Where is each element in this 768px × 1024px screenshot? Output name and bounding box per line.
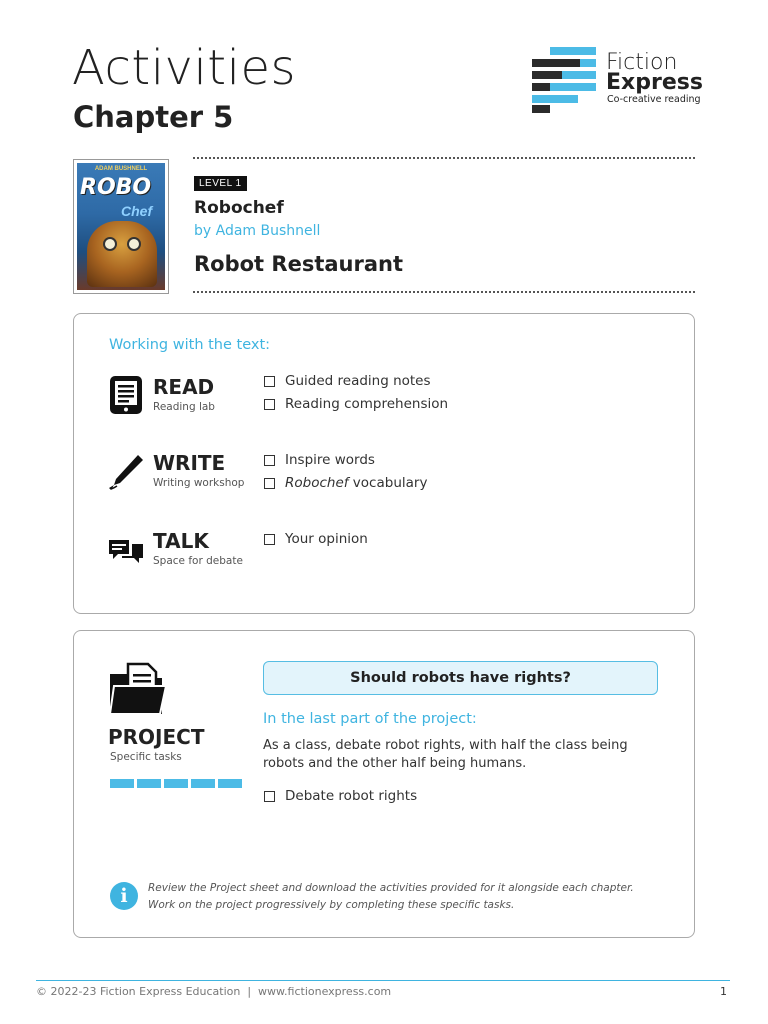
cover-title: ROBO xyxy=(80,175,152,200)
robot-illustration xyxy=(87,221,157,287)
project-label: PROJECT xyxy=(108,725,205,749)
book-cover xyxy=(73,159,169,294)
footer-copyright: © 2022-23 Fiction Express Education | www.fictionexpress.com xyxy=(36,985,392,998)
tablet-icon xyxy=(108,375,144,415)
working-heading: Working with the text: xyxy=(109,337,271,353)
footer-divider xyxy=(36,980,730,981)
talk-sublabel: Space for debate xyxy=(153,555,243,567)
pencil-icon xyxy=(108,452,144,492)
chapter-name: Robot Restaurant xyxy=(194,252,403,276)
write-label: WRITE xyxy=(153,451,226,475)
logo-text-express: Express xyxy=(606,70,703,95)
task-inspire-words[interactable]: Inspire words xyxy=(264,452,375,468)
chapter-heading: Chapter 5 xyxy=(73,100,234,134)
folder-icon xyxy=(108,660,168,718)
logo-text-fiction: Fiction xyxy=(606,50,678,75)
read-label: READ xyxy=(153,375,215,399)
checkbox[interactable] xyxy=(264,376,275,387)
task-debate-robot-rights[interactable]: Debate robot rights xyxy=(264,788,417,804)
robot-eye-icon xyxy=(103,237,117,251)
project-progress xyxy=(110,779,242,788)
checkbox[interactable] xyxy=(264,791,275,802)
info-icon: i xyxy=(110,882,138,910)
progress-segment xyxy=(110,779,134,788)
robot-eye-icon xyxy=(127,237,141,251)
project-heading: In the last part of the project: xyxy=(263,711,477,727)
logo-tagline: Co-creative reading xyxy=(607,94,701,105)
project-question: Should robots have rights? xyxy=(263,661,658,695)
level-badge: LEVEL 1 xyxy=(194,176,247,191)
checkbox[interactable] xyxy=(264,455,275,466)
write-sublabel: Writing workshop xyxy=(153,477,245,489)
book-title: Robochef xyxy=(194,198,284,218)
dotted-divider xyxy=(193,157,695,159)
page-number: 1 xyxy=(720,985,727,998)
progress-segment xyxy=(137,779,161,788)
talk-label: TALK xyxy=(153,529,209,553)
project-description: As a class, debate robot rights, with half the class being robots and the other half being humans. xyxy=(263,738,628,771)
speech-bubbles-icon xyxy=(108,532,144,572)
logo-bars-icon xyxy=(532,47,598,115)
project-info-note: Review the Project sheet and download the activities provided for it alongside each chapter. Work on the project progressively by completing these specific tasks. xyxy=(148,882,634,911)
page-title: Activities xyxy=(72,40,296,96)
project-sublabel: Specific tasks xyxy=(110,751,182,763)
checkbox[interactable] xyxy=(264,399,275,410)
task-guided-reading-notes[interactable]: Guided reading notes xyxy=(264,373,431,389)
dotted-divider xyxy=(193,291,695,293)
task-reading-comprehension[interactable]: Reading comprehension xyxy=(264,396,448,412)
cover-subtitle: Chef xyxy=(121,203,153,219)
fiction-express-logo xyxy=(532,47,702,115)
task-your-opinion[interactable]: Your opinion xyxy=(264,531,368,547)
task-robochef-vocabulary[interactable]: Robochef vocabulary xyxy=(264,475,427,491)
checkbox[interactable] xyxy=(264,478,275,489)
progress-segment xyxy=(218,779,242,788)
book-author: by Adam Bushnell xyxy=(194,223,321,239)
progress-segment xyxy=(164,779,188,788)
checkbox[interactable] xyxy=(264,534,275,545)
progress-segment xyxy=(191,779,215,788)
read-sublabel: Reading lab xyxy=(153,401,215,413)
cover-author: ADAM BUSHNELL xyxy=(94,166,148,172)
